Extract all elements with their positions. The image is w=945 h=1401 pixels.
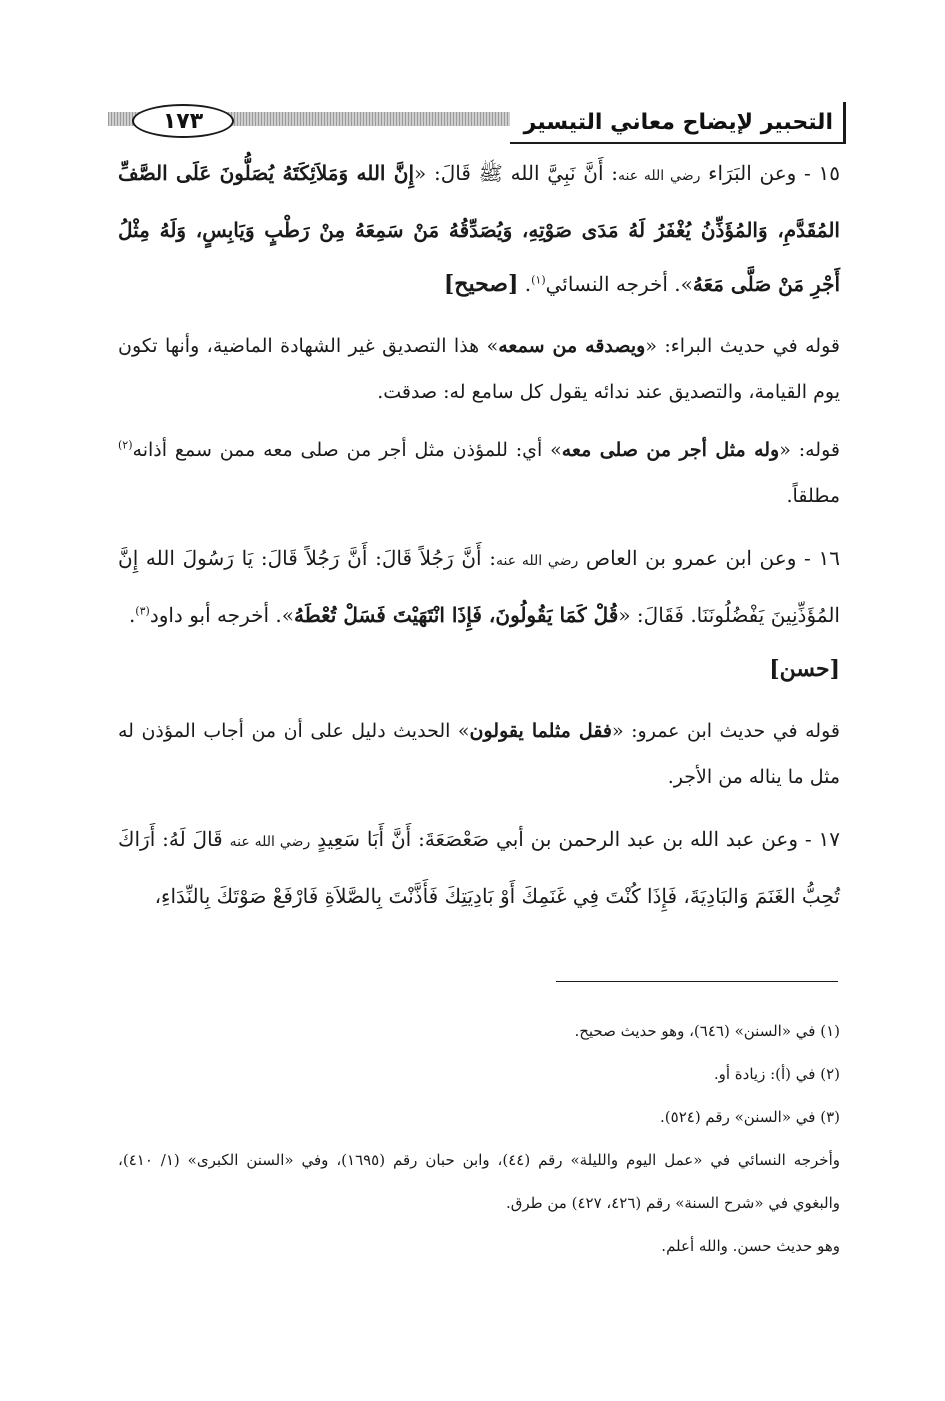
hadith-16-after-fn: . — [128, 603, 136, 627]
hadith-15-part2: قَالَ: « — [414, 161, 479, 185]
hadith-16-text: : أَنَّ رَجُلاً قَالَ: أَنَّ رَجُلاً قَالَ: يَا رَسُولَ الله إِنَّ المُؤَذِّنِينَ يَفْضُلُونَنَا. فَقَالَ: « — [118, 546, 840, 627]
commentary-15-a — [118, 323, 840, 415]
footnote-ref-2[interactable]: (٢) — [118, 438, 133, 452]
header-title-box — [510, 102, 846, 144]
hadith-15 — [118, 146, 840, 311]
salla-glyph: ﷺ — [478, 161, 503, 185]
hadith-15-grade: [صحيح] — [443, 271, 519, 297]
footnote-3-continued: وأخرجه النسائي في «عمل اليوم والليلة» رقم (٤٤)، وابن حبان رقم (١٦٩٥)، وفي «السنن الكبرى» (١/ ٤١٠)، والبغوي في «شرح السنة» رقم (٤٢٦، ٤٢٧) من طرق. — [118, 1151, 840, 1212]
footnote-3-grade: وهو حديث حسن. والله أعلم. — [661, 1237, 840, 1255]
page-header — [108, 102, 846, 144]
hadith-16-intro: ١٦ - وعن ابن عمرو بن العاص — [578, 546, 840, 570]
commentary-16-rest: » الحديث دليل على أن من أجاب المؤذن له مثل ما يناله من الأجر. — [118, 720, 840, 788]
hadith-17-intro: ١٧ - وعن عبد الله بن عبد الرحمن بن أبي صَعْصَعَةَ: أَنَّ أَبَا سَعِيدٍ — [310, 827, 840, 851]
commentary-15-b — [118, 427, 840, 519]
commentary-15-b-start: قوله: « — [779, 439, 840, 461]
main-content — [118, 146, 840, 935]
hadith-17 — [118, 812, 840, 923]
hadith-15-end: ». أخرجه النسائي — [545, 272, 693, 296]
commentary-15-a-start: قوله في حديث البراء: « — [645, 335, 840, 357]
commentary-15-b-quote: وله مثل أجر من صلى معه — [561, 439, 780, 461]
commentary-15-b-end: مطلقاً. — [786, 485, 840, 507]
hadith-16-end: ». أخرجه أبو داود — [149, 603, 295, 627]
commentary-15-a-quote: ويصدقه من سمعه — [498, 335, 646, 357]
radi-glyph: رضي الله عنه — [229, 834, 311, 850]
commentary-16-start: قوله في حديث ابن عمرو: « — [612, 720, 840, 742]
commentary-16-quote: فقل مثلما يقولون — [469, 720, 613, 742]
commentary-15-b-mid: » أي: للمؤذن مثل أجر من صلى معه ممن سمع أذانه — [132, 439, 562, 461]
hadith-16-grade: [حسن] — [769, 656, 840, 682]
footnote-ref-1[interactable]: (١) — [531, 273, 546, 287]
footnote-3: (٣) في «السنن» رقم (٥٢٤). — [660, 1108, 840, 1126]
footnote-ref-3[interactable]: (٣) — [135, 604, 150, 618]
commentary-16 — [118, 708, 840, 800]
radi-glyph: رضي الله عنه — [496, 553, 579, 569]
radi-glyph: رضي الله عنه — [618, 168, 701, 184]
hadith-17-text: قَالَ لَهُ: أَرَاكَ تُحِبُّ الغَنَمَ وَالبَادِيَةَ، فَإِذَا كُنْتَ فِي غَنَمِكَ أَوْ بَادِيَتِكَ فَأَذَّنْتَ بِالصَّلاَةِ فَارْفَعْ صَوْتَكَ بِالنِّدَاءِ، — [118, 827, 840, 908]
hadith-15-intro: ١٥ - وعن البَرَاء — [700, 161, 840, 185]
commentary-15-a-rest: » هذا التصديق غير الشهادة الماضية، وأنها تكون يوم القيامة، والتصديق عند ندائه يقول كل سامع له: صدقت. — [118, 335, 840, 403]
footnote-separator — [556, 981, 838, 982]
hadith-15-text: إِنَّ الله وَمَلاَئِكَتَهُ يُصَلُّونَ عَلَى الصَّفِّ المُقَدَّمِ، وَالمُؤَذِّنُ يُغْفَرُ لَهُ مَدَى صَوْتِهِ، وَيُصَدِّقُهُ مَنْ سَمِعَهُ مِنْ رَطْبٍ وَيَابِسٍ، وَلَهُ مِثْلُ أَجْرِ مَنْ صَلَّى مَعَهُ — [118, 161, 840, 296]
hadith-15-after-fn: . — [518, 272, 532, 296]
footnotes — [118, 1010, 840, 1268]
footnote-1: (١) في «السنن» (٦٤٦)، وهو حديث صحيح. — [574, 1022, 840, 1040]
book-title: التحبير لإيضاح معاني التيسير — [523, 109, 833, 135]
hadith-15-part1: : أَنَّ نَبِيَّ الله — [502, 161, 618, 185]
hadith-16-quote: قُلْ كَمَا يَقُولُونَ، فَإِذَا انْتَهَيْتَ فَسَلْ تُعْطَهُ — [294, 603, 619, 627]
hadith-16 — [118, 531, 840, 696]
footnote-2: (٢) في (أ): زيادة أو. — [713, 1065, 840, 1083]
page-number: ١٧٣ — [132, 104, 234, 138]
